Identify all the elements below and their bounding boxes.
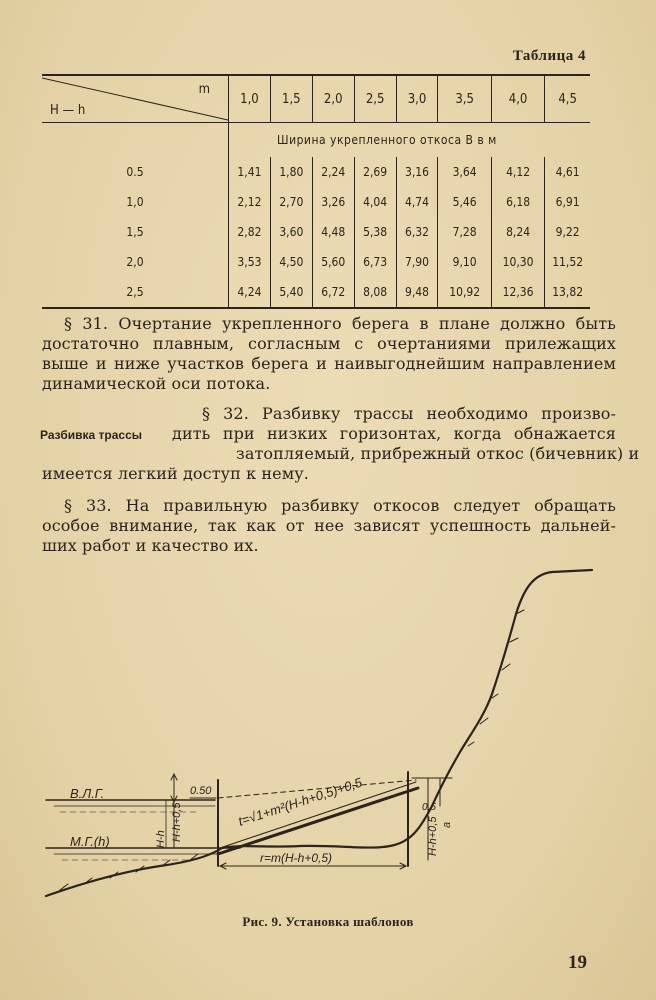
label-a: a [441, 821, 453, 828]
table-cell: 2,82 [229, 217, 271, 247]
table-corner-cell [42, 75, 229, 123]
table-cell: 5,40 [270, 277, 312, 308]
text-line: дить при низких горизонтах, когда обнажается [172, 424, 616, 443]
table-cell: 4,74 [396, 187, 438, 217]
table-cell: 4,24 [229, 277, 271, 308]
text-line: § 32. Разбивку трассы необходимо произво- [202, 404, 616, 423]
table-row [42, 157, 590, 187]
corner-label-m: m [198, 82, 210, 97]
table-cell: 1,41 [229, 157, 271, 187]
table-cell: 5,60 [312, 247, 354, 277]
table-cell: 7,28 [438, 217, 491, 247]
paragraph-32-first [190, 404, 616, 424]
column-header: 3,5 [438, 75, 491, 123]
label-hh-plus: H-h+0,5 [171, 802, 183, 842]
column-header: 2,5 [354, 75, 396, 123]
figure-caption: Рис. 9. Установка шаблонов [242, 914, 414, 929]
table-cell: 6,91 [545, 187, 590, 217]
label-base-width: r=m(H-h+0,5) [260, 851, 333, 865]
paragraph-31 [42, 314, 616, 394]
paragraph-33 [42, 496, 616, 556]
table-cell: 12,36 [491, 277, 544, 308]
table-row [42, 277, 590, 308]
text-line: достаточно плавным, согласным с очертаниями прилежащих [42, 334, 616, 353]
table-cell: 5,46 [438, 187, 491, 217]
paragraph-32-last [42, 464, 616, 484]
table-cell: 3,26 [312, 187, 354, 217]
row-label: 0.5 [126, 165, 144, 179]
table-cell: 13,82 [545, 277, 590, 308]
table-cell: 8,08 [354, 277, 396, 308]
label-half: 0,5 [422, 802, 436, 813]
table-cell: 2,24 [312, 157, 354, 187]
table-cell: 2,70 [270, 187, 312, 217]
label-hh: H-h [155, 830, 167, 848]
table-subheader: Ширина укрепленного откоса В в м [229, 123, 545, 158]
column-header: 4,5 [545, 75, 590, 123]
row-label: 1,5 [126, 225, 144, 239]
table-cell: 9,22 [545, 217, 590, 247]
bank-profile [46, 570, 592, 896]
column-header: 2,0 [312, 75, 354, 123]
table-cell: 6,72 [312, 277, 354, 308]
table-cell: 10,30 [491, 247, 544, 277]
column-header: 3,0 [396, 75, 438, 123]
table-subheader-row [42, 123, 590, 158]
table-cell: 5,38 [354, 217, 396, 247]
table-header-row [42, 75, 590, 123]
table-row [42, 187, 590, 217]
table-cell: 2,69 [354, 157, 396, 187]
template-setup-figure [40, 566, 616, 900]
label-low-water: М.Г.(h) [70, 834, 110, 849]
table-cell: 1,80 [270, 157, 312, 187]
label-half-meter: 0.50 [190, 785, 212, 797]
table-cell: 10,92 [438, 277, 491, 308]
table-cell: 2,12 [229, 187, 271, 217]
table-cell: 6,18 [491, 187, 544, 217]
table-cell: 3,64 [438, 157, 491, 187]
column-header: 1,0 [229, 75, 271, 123]
text-line: затопляемый, прибрежный откос (бичевник) и [236, 444, 640, 463]
table-caption: Таблица 4 [512, 48, 586, 64]
text-line: динамической оси потока. [42, 374, 271, 393]
row-label: 2,5 [42, 277, 229, 308]
table-cell: 8,24 [491, 217, 544, 247]
table-cell: 3,16 [396, 157, 438, 187]
table-row [42, 247, 590, 277]
text-line: § 31. Очертание укрепленного берега в плане должно быть [64, 314, 616, 333]
label-slope-length: t=√1+m²(H-h+0,5)+0,5 [236, 774, 364, 829]
row-label: 1,0 [126, 195, 144, 209]
paragraph-32-rest [172, 424, 640, 464]
table-cell: 3,60 [270, 217, 312, 247]
text-line: § 33. На правильную разбивку откосов следует обращать [64, 496, 616, 515]
table-cell: 9,48 [396, 277, 438, 308]
table-cell: 4,50 [270, 247, 312, 277]
slope-width-table [42, 74, 590, 309]
text-line: выше и ниже участков берега и наивыгоднейшим направлением [42, 354, 616, 373]
text-line: ших работ и качество их. [42, 536, 259, 555]
text-line: особое внимание, так как от нее зависят успешность дальней- [42, 516, 616, 535]
table-cell: 7,90 [396, 247, 438, 277]
table-cell: 6,32 [396, 217, 438, 247]
text-line: имеется легкий доступ к нему. [42, 464, 309, 483]
table-cell: 9,10 [438, 247, 491, 277]
table-cell: 4,04 [354, 187, 396, 217]
label-right-dimension: H-h+0,5 [427, 816, 439, 856]
table-cell: 4,48 [312, 217, 354, 247]
table-cell: 3,53 [229, 247, 271, 277]
table-row [42, 217, 590, 247]
corner-label-hh: H — h [50, 103, 86, 118]
row-label: 2,0 [126, 255, 144, 269]
column-header: 4,0 [491, 75, 544, 123]
margin-note: Разбивка трассы [40, 428, 142, 442]
column-header: 1,5 [270, 75, 312, 123]
table-cell: 6,73 [354, 247, 396, 277]
table-cell: 11,52 [545, 247, 590, 277]
table-cell: 4,12 [491, 157, 544, 187]
table-cell: 4,61 [545, 157, 590, 187]
page-number: 19 [568, 952, 587, 973]
label-high-water: В.Л.Г. [70, 786, 105, 801]
